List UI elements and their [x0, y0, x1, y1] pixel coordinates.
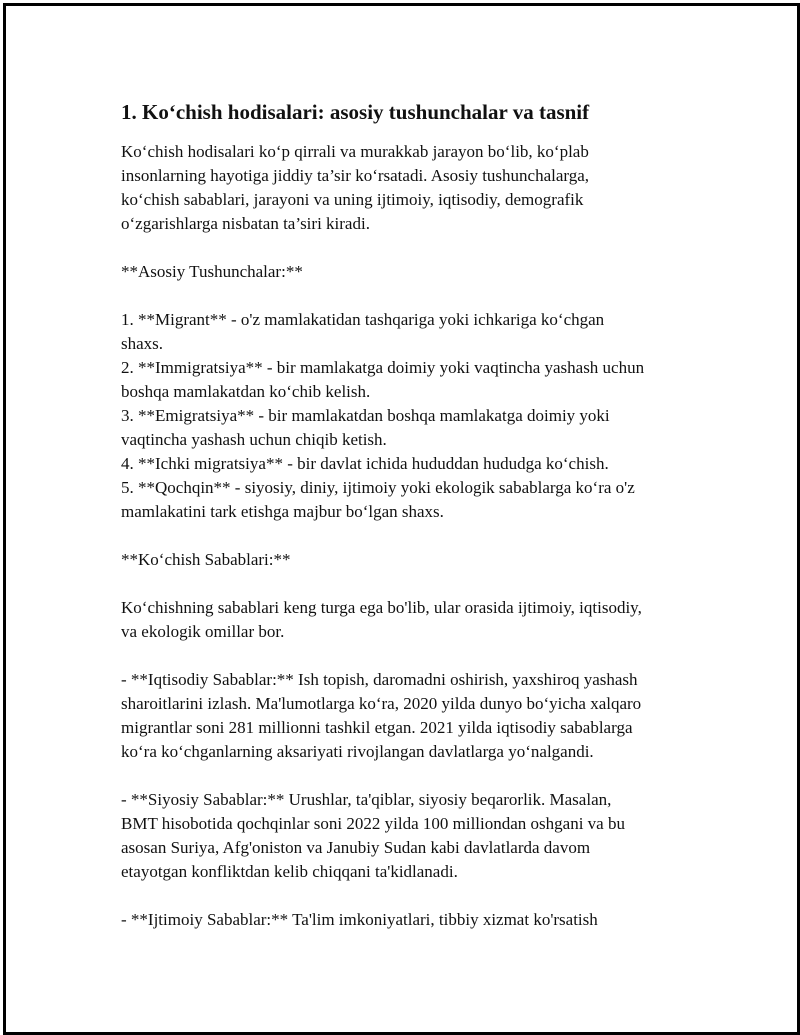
economic-reasons: - **Iqtisodiy Sabablar:** Ish topish, daromadni oshirish, yaxshiroq yashash sharoitlarini izlash. Ma'lumotlarga ko‘ra, 2020 yilda dunyo bo‘yicha xalqaro migrantlar soni 281 millionni tashkil etgan. 2021 yilda iqtisodiy sabablarga ko‘ra ko‘chganlarning aksariyati rivojlangan davlatlarga yo‘nalgandi.: [121, 670, 642, 761]
page-frame: [3, 3, 800, 1035]
political-reasons: - **Siyosiy Sabablar:** Urushlar, ta'qiblar, siyosiy beqarorlik. Masalan, BMT hisobotida qochqinlar soni 2022 yilda 100 milliondan oshgani va bu asosan Suriya, Afg'oniston va Janubiy Sudan kabi davlatlarda davom etayotgan konfliktdan kelib chiqqani ta'kidlanadi.: [121, 790, 625, 881]
section-heading: 1. Ko‘chish hodisalari: asosiy tushunchalar va tasnif: [121, 100, 590, 124]
reasons-intro: Ko‘chishning sabablari keng turga ega bo'lib, ular orasida ijtimoiy, iqtisodiy, va ekologik omillar bor.: [121, 598, 642, 641]
document-body: [121, 98, 711, 932]
concept-item-immigratsiya: 2. **Immigratsiya** - bir mamlakatga doimiy yoki vaqtincha yashash uchun boshqa mamlakatdan ko‘chib kelish.: [121, 358, 645, 401]
social-reasons: - **Ijtimoiy Sabablar:** Ta'lim imkoniyatlari, tibbiy xizmat ko'rsatish: [121, 910, 598, 929]
concept-item-emigratsiya: 3. **Emigratsiya** - bir mamlakatdan boshqa mamlakatga doimiy yoki vaqtincha yashash uchun chiqib ketish.: [121, 406, 610, 449]
concept-item-migrant: 1. **Migrant** - o'z mamlakatidan tashqariga yoki ichkariga ko‘chgan shaxs.: [121, 310, 605, 353]
concept-item-ichki-migratsiya: 4. **Ichki migratsiya** - bir davlat ichida hududdan hududga ko‘chish.: [121, 454, 609, 473]
intro-paragraph: Ko‘chish hodisalari ko‘p qirrali va murakkab jarayon bo‘lib, ko‘plab insonlarning hayotiga jiddiy ta’sir ko‘rsatadi. Asosiy tushunchalarga, ko‘chish sabablari, jarayoni va uning ijtimoiy, iqtisodiy, demografik o‘zgarishlarga nisbatan ta’siri kiradi.: [121, 142, 590, 233]
concept-item-qochqin: 5. **Qochqin** - siyosiy, diniy, ijtimoiy yoki ekologik sabablarga ko‘ra o'z mamlakatini tark etishga majbur bo‘lgan shaxs.: [121, 478, 635, 521]
reasons-title: **Ko‘chish Sabablari:**: [121, 550, 291, 569]
concepts-title: **Asosiy Tushunchalar:**: [121, 262, 303, 281]
